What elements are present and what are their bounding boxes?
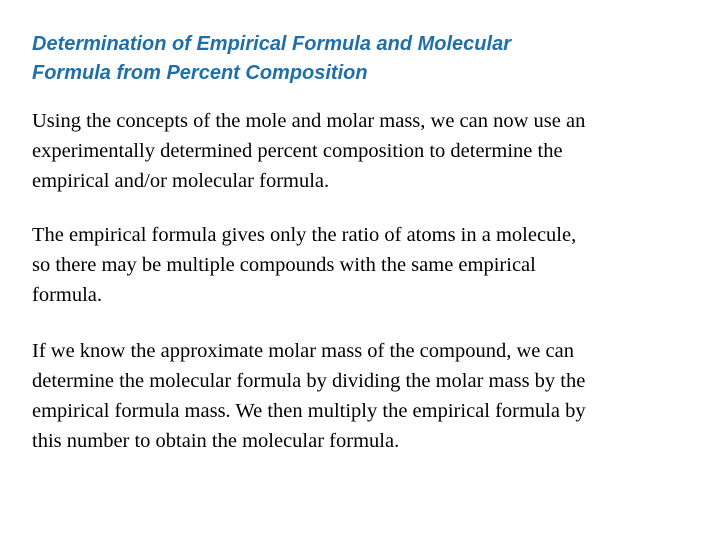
- paragraph-line: The empirical formula gives only the ratio of atoms in a molecule,: [32, 224, 577, 246]
- paragraph-molecular-formula: [32, 336, 702, 456]
- slide-title-line: Determination of Empirical Formula and Molecular: [32, 33, 511, 55]
- paragraph-line: empirical and/or molecular formula.: [32, 170, 330, 192]
- paragraph-empirical-formula: [32, 220, 702, 310]
- paragraph-line: empirical formula mass. We then multiply the empirical formula by: [32, 400, 586, 422]
- slide-title-line: Formula from Percent Composition: [32, 62, 368, 84]
- paragraph-line: formula.: [32, 284, 103, 306]
- paragraph-line: Using the concepts of the mole and molar mass, we can now use an: [32, 110, 586, 132]
- slide-title: [32, 30, 692, 88]
- paragraph-mole-concepts: [32, 106, 702, 196]
- paragraph-line: If we know the approximate molar mass of the compound, we can: [32, 340, 574, 362]
- paragraph-line: determine the molecular formula by dividing the molar mass by the: [32, 370, 586, 392]
- paragraph-line: experimentally determined percent composition to determine the: [32, 140, 563, 162]
- paragraph-line: this number to obtain the molecular formula.: [32, 430, 400, 452]
- paragraph-line: so there may be multiple compounds with the same empirical: [32, 254, 536, 276]
